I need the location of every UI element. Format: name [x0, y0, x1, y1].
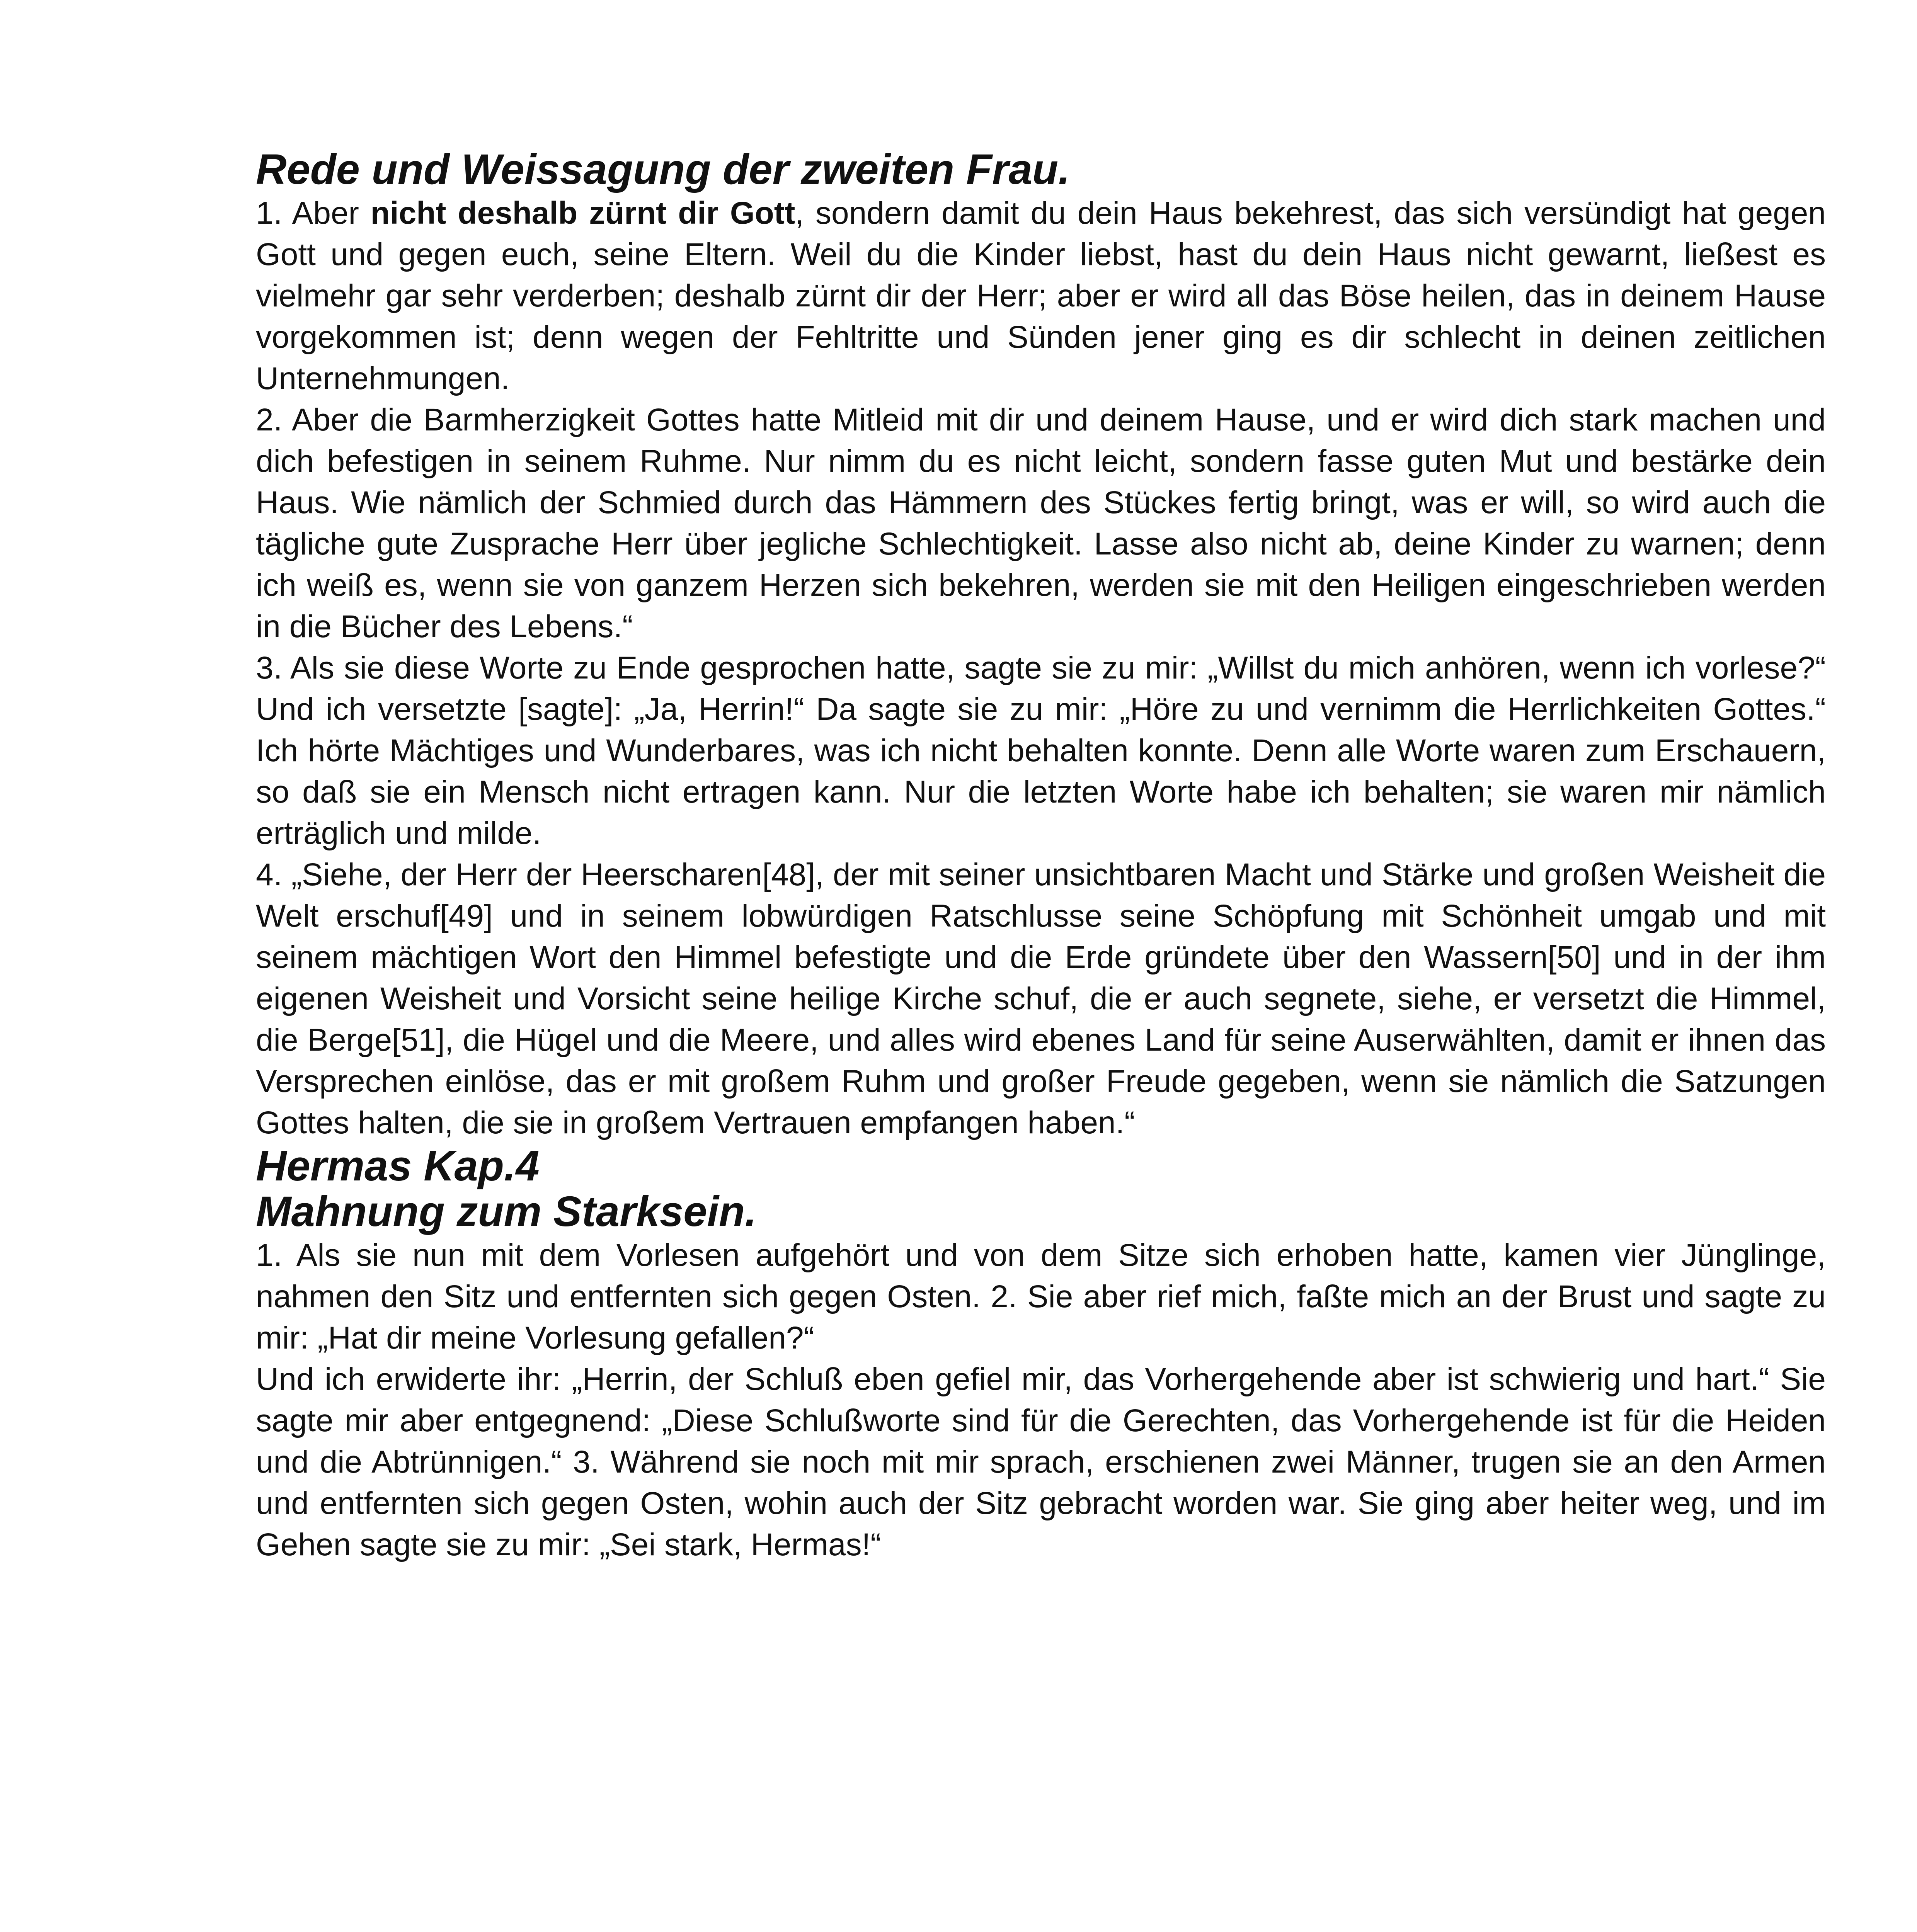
paragraph-1-bold-phrase: nicht deshalb zürnt dir Gott [370, 196, 795, 231]
chapter-subheading: Mahnung zum Starksein. [256, 1188, 757, 1235]
chapter-paragraph-1: 1. Als sie nun mit dem Vorlesen aufgehört und von dem Sitze sich erhoben hatte, kamen vier Jünglinge, nahmen den Sitz und entfernten sich gegen Osten. 2. Sie aber rief mich, faßte mich an der Brust und sagte zu mir: „Hat dir meine Vorlesung gefallen?“ [256, 1238, 1826, 1355]
chapter-paragraph-2: Und ich erwiderte ihr: „Herrin, der Schluß eben gefiel mir, das Vorhergehende aber ist schwierig und hart.“ Sie sagte mir aber entgegnend: „Diese Schlußworte sind für die Gerechten, das Vorhergehende ist für die Heiden und die Abtrünnigen.“ 3. Während sie noch mit mir sprach, erschienen zwei Männer, trugen sie an den Armen und entfernten sich gegen Osten, wohin auch der Sitz gebracht worden war. Sie ging aber heiter weg, und im Gehen sagte sie zu mir: „Sei stark, Hermas!“ [256, 1362, 1826, 1562]
paragraph-2: 2. Aber die Barmherzigkeit Gottes hatte Mitleid mit dir und deinem Hause, und er wird dich stark machen und dich befestigen in seinem Ruhme. Nur nimm du es nicht leicht, sondern fasse guten Mut und bestärke dein Haus. Wie nämlich der Schmied durch das Hämmern des Stückes fertig bringt, was er will, so wird auch die tägliche gute Zusprache Herr über jegliche Schlechtigkeit. Lasse also nicht ab, deine Kinder zu warnen; denn ich weiß es, wenn sie von ganzem Herzen sich bekehren, werden sie mit den Heiligen eingeschrieben werden in die Bücher des Lebens.“ [256, 402, 1826, 644]
paragraph-1-lead: 1. Aber [256, 196, 371, 231]
paragraph-1-rest: , sondern damit du dein Haus bekehrest, das sich versündigt hat gegen Gott und gegen euch, seine Eltern. Weil du die Kinder liebst, hast du dein Haus nicht gewarnt, ließest es vielmehr gar sehr verderben; deshalb zürnt dir der Herr; aber er wird all das Böse heilen, das in deinem Hause vorgekommen ist; denn wegen der Fehltritte und Sünden jener ging es dir schlecht in deinen zeitlichen Unternehmungen. [256, 196, 1826, 396]
chapter-heading: Hermas Kap.4 [256, 1142, 540, 1190]
section-heading: Rede und Weissagung der zweiten Frau. [256, 146, 1070, 193]
paragraph-4: 4. „Siehe, der Herr der Heerscharen[48], der mit seiner unsichtbaren Macht und Stärke und großen Weisheit die Welt erschuf[49] und in seinem lobwürdigen Ratschlusse seine Schöpfung mit Schönheit umgab und mit seinem mächtigen Wort den Himmel befestigte und die Erde gründete über den Wassern[50] und in der ihm eigenen Weisheit und Vorsicht seine heilige Kirche schuf, die er auch segnete, siehe, er versetzt die Himmel, die Berge[51], die Hügel und die Meere, und alles wird ebenes Land für seine Auserwählten, damit er ihnen das Versprechen einlöse, das er mit großem Ruhm und großer Freude gegeben, wenn sie nämlich die Satzungen Gottes halten, die sie in großem Vertrauen empfangen haben.“ [256, 857, 1826, 1140]
page-content [256, 147, 1826, 1565]
paragraph-1 [256, 192, 1826, 399]
paragraph-3: 3. Als sie diese Worte zu Ende gesprochen hatte, sagte sie zu mir: „Willst du mich anhören, wenn ich vorlese?“ Und ich versetzte [sagte]: „Ja, Herrin!“ Da sagte sie zu mir: „Höre zu und vernimm die Herrlichkeiten Gottes.“ Ich hörte Mächtiges und Wunderbares, was ich nicht behalten konnte. Denn alle Worte waren zum Erschauern, so daß sie ein Mensch nicht ertragen kann. Nur die letzten Worte habe ich behalten; sie waren mir nämlich erträglich und milde. [256, 650, 1826, 851]
